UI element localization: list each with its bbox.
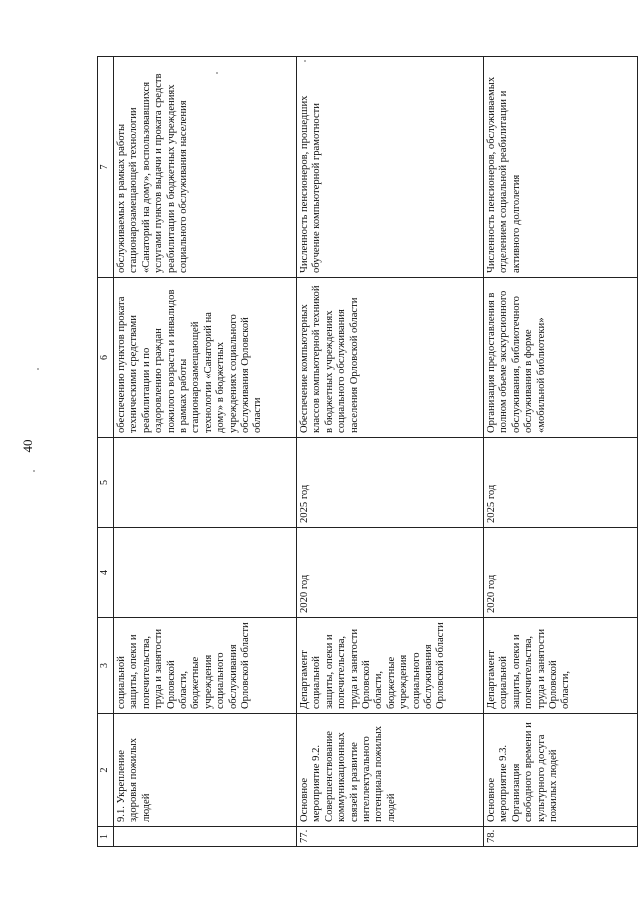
table-row	[297, 57, 484, 847]
header-col-3: 3	[98, 618, 114, 714]
row-number	[114, 827, 297, 847]
indicator-cell: Численность пенсионеров, обслуживаемых отделением социальной реабилитации и активного долголетия	[484, 57, 638, 278]
row-number: 78.	[484, 827, 638, 847]
executor-cell: социальной защиты, опеки и попечительства, труда и занятости Орловской области, бюджетные учреждения социального обслуживания Орловской области	[114, 618, 297, 714]
scan-speck	[37, 368, 39, 370]
table-row	[484, 57, 638, 847]
event-cell: Основное мероприятие 9.3. Организация свободного времени и культурного досуга пожилых людей	[484, 714, 638, 827]
scan-speck	[33, 470, 35, 472]
row-number: 77.	[297, 827, 484, 847]
header-col-1: 1	[98, 827, 114, 847]
header-col-5: 5	[98, 438, 114, 528]
program-table	[97, 56, 638, 847]
header-row	[98, 57, 114, 847]
event-cell: 9.1. Укрепление здоровья пожилых людей	[114, 714, 297, 827]
rotated-table-container	[97, 57, 625, 847]
executor-cell: Департамент социальной защиты, опеки и попечительства, труда и занятости Орловской области,	[484, 618, 638, 714]
header-col-6: 6	[98, 278, 114, 438]
indicator-cell: обслуживаемых в рамках работы стационарозамещающей технологии «Санаторий на дому», воспользовавшихся услугами пунктов выдачи и проката средств реабилитации в бюджетных учреждениях социального обслуживания населения	[114, 57, 297, 278]
content-cell: Обеспечение компьютерных классов компьютерной техникой в бюджетных учреждениях социального обслуживания населения Орловской области	[297, 278, 484, 438]
event-cell: Основное мероприятие 9.2. Совершенствование коммуникационных связей и развитие интеллектуального потенциала пожилых людей	[297, 714, 484, 827]
start-year-cell: 2020 год	[484, 528, 638, 618]
end-year-cell	[114, 438, 297, 528]
start-year-cell: 2020 год	[297, 528, 484, 618]
table-row	[114, 57, 297, 847]
content-cell: Организация предоставления в полном объеме экскурсионного обслуживания, библиотечного обслуживания в форме «мобильной библиотеки»	[484, 278, 638, 438]
header-col-4: 4	[98, 528, 114, 618]
content-cell: обеспечению пунктов проката техническими средствами реабилитации и по оздоровлению граждан пожилого возраста и инвалидов в рамках работы стационарозамещающей технологии «Санаторий на дому» в бюджетных учреждениях социального обслуживания Орловской области	[114, 278, 297, 438]
page-number: 40	[20, 439, 35, 453]
header-col-7: 7	[98, 57, 114, 278]
header-col-2: 2	[98, 714, 114, 827]
start-year-cell	[114, 528, 297, 618]
indicator-cell: Численность пенсионеров, прошедших обучение компьютерной грамотности	[297, 57, 484, 278]
end-year-cell: 2025 год	[484, 438, 638, 528]
executor-cell: Департамент социальной защиты, опеки и попечительства, труда и занятости Орловской области, бюджетные учреждения социального обслуживания Орловской области	[297, 618, 484, 714]
end-year-cell: 2025 год	[297, 438, 484, 528]
